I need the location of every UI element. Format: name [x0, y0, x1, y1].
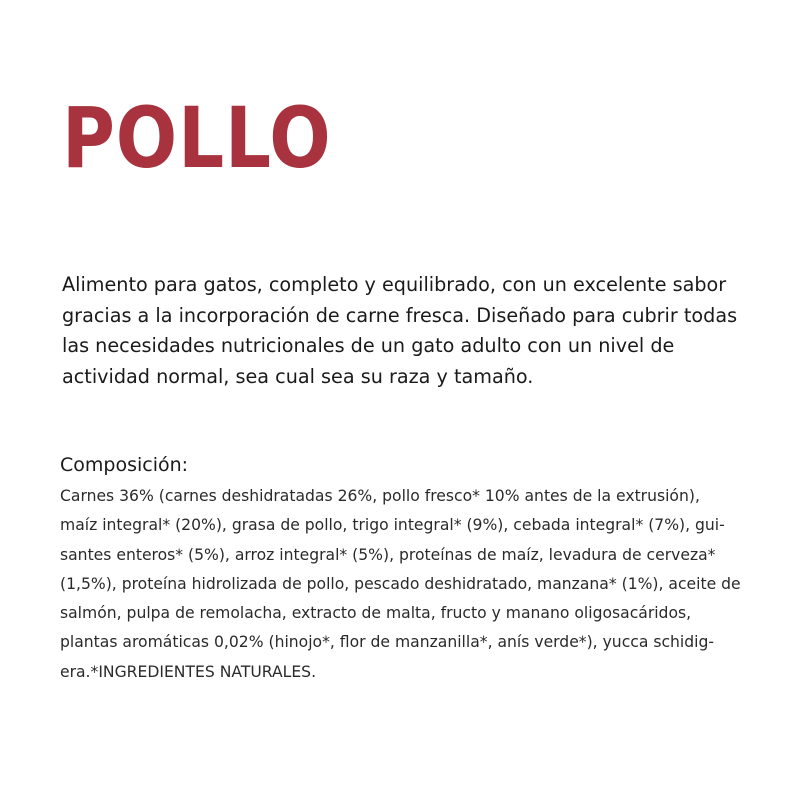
product-description	[62, 270, 762, 392]
composition-line: (1,5%), proteína hidrolizada de pollo, pescado deshidratado, manzana* (1%), aceite de	[60, 574, 741, 593]
composition-line: era.*INGREDIENTES NATURALES.	[60, 662, 317, 681]
description-line: gracias a la incorporación de carne fresca. Diseñado para cubrir todas	[62, 303, 738, 327]
description-line: actividad normal, sea cual sea su raza y tamaño.	[62, 364, 534, 388]
composition-line: Carnes 36% (carnes deshidratadas 26%, pollo fresco* 10% antes de la extrusión),	[60, 487, 700, 505]
composition-text	[60, 482, 750, 687]
composition-line: santes enteros* (5%), arroz integral* (5%), proteínas de maíz, levadura de cerveza*	[60, 545, 716, 564]
description-line: las necesidades nutricionales de un gato adulto con un nivel de	[62, 334, 675, 357]
composition-line: plantas aromáticas 0,02% (hinojo*, flor de manzanilla*, anís verde*), yucca schidig-	[60, 633, 715, 652]
description-line: Alimento para gatos, completo y equilibrado, con un excelente sabor	[62, 273, 727, 296]
composition-heading: Composición:	[60, 454, 189, 476]
product-title: POLLO	[62, 89, 332, 187]
composition-line: maíz integral* (20%), grasa de pollo, trigo integral* (9%), cebada integral* (7%), gui-	[60, 516, 725, 535]
composition-line: salmón, pulpa de remolacha, extracto de malta, fructo y manano oligosacáridos,	[60, 604, 692, 623]
